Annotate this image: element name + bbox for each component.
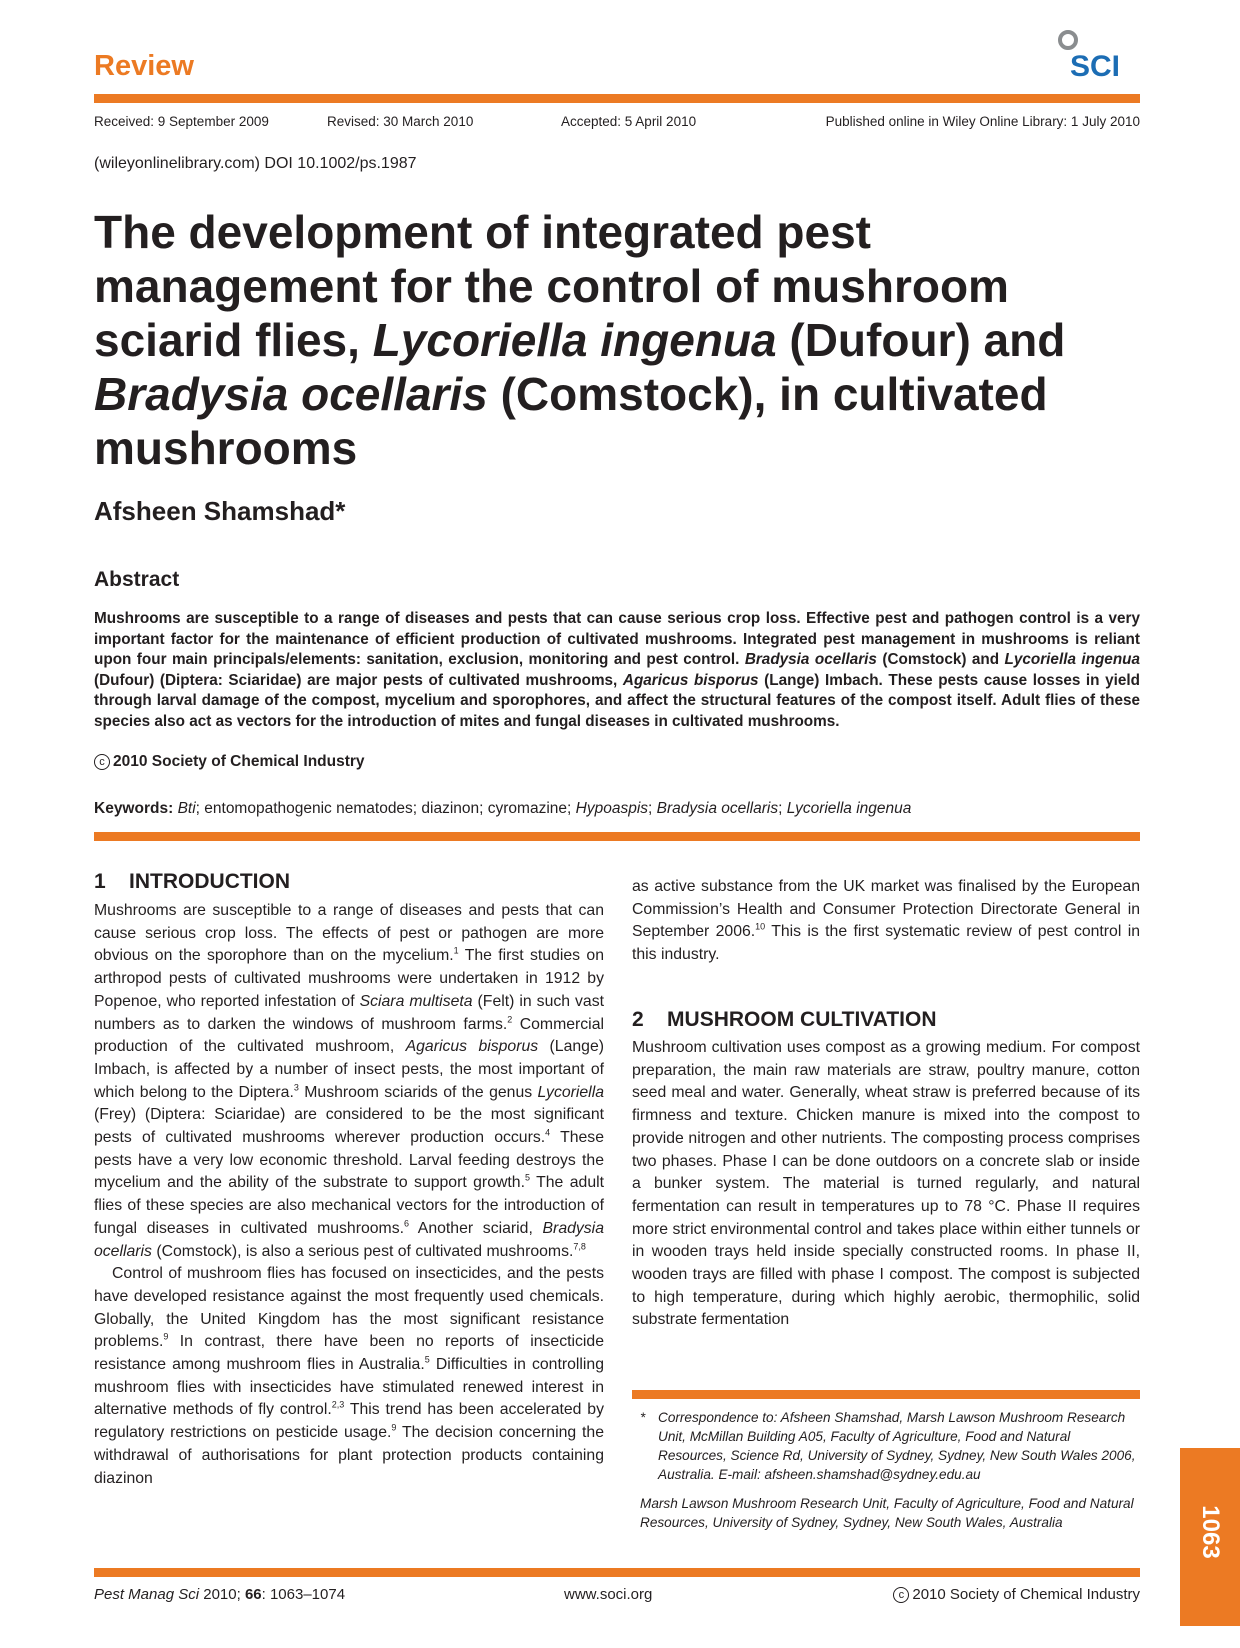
copyright-icon: c (893, 1587, 909, 1603)
keyword: Lycoriella ingenua (786, 800, 912, 817)
journal-name: Pest Manag Sci (94, 1586, 200, 1603)
abstract-run: (Lange) Imbach. These pests cause losses in yield through larval damage of the compost, mycelium and sporophores, and affect the structural features of the compost itself. Adult flies of these species also act as vectors for the introduction of mites and fungal diseases in cultivated mushrooms. (94, 671, 1140, 730)
abstract-species: Bradysia ocellaris (744, 651, 877, 669)
header-rule (94, 94, 1140, 103)
footnote-marker: * (640, 1410, 646, 1425)
intro-paragraph-1 (94, 900, 604, 1263)
citation[interactable]: 6 (404, 1218, 410, 1229)
species-name: Lycoriella (537, 1083, 604, 1101)
citation[interactable]: 7,8 (573, 1241, 586, 1252)
keywords-label: Keywords: (94, 800, 174, 817)
doi-link[interactable]: (wileyonlinelibrary.com) DOI 10.1002/ps.1987 (94, 155, 417, 172)
revised-date: Revised: 30 March 2010 (327, 114, 474, 129)
keyword-sep: ; (648, 800, 657, 817)
website-link[interactable]: www.soci.org (564, 1586, 653, 1603)
citation[interactable]: 1 (453, 946, 459, 957)
citation[interactable]: 4 (545, 1127, 551, 1138)
abstract-species: Lycoriella ingenua (1004, 651, 1141, 669)
title-text: The development of integrated pest management for the control of mushroom sciarid flies, (94, 206, 1009, 366)
left-column (94, 900, 604, 1490)
published-date: Published online in Wiley Online Library: 1 July 2010 (825, 114, 1140, 129)
text-run: The decision concerning the withdrawal of authorisations for plant protection products containing diazinon (94, 1424, 604, 1487)
journal-citation (94, 1586, 345, 1603)
accepted-date: Accepted: 5 April 2010 (561, 114, 697, 129)
page-number: 1063 (1197, 1505, 1224, 1559)
text-run: This is the first systematic review of pest control in this industry. (632, 923, 1140, 964)
text-run: The adult flies of these species are also mechanical vectors for the introduction of fungal diseases in cultivated mushrooms. (94, 1174, 605, 1237)
keyword: Hypoaspis (575, 800, 649, 817)
journal-pages: : 1063–1074 (261, 1586, 346, 1603)
text-run: These pests have a very low economic threshold. Larval feeding destroys the mycelium and the ability of the substrate to support growth. (94, 1129, 604, 1192)
footnote-rule (632, 1390, 1140, 1399)
text-run: (Frey) (Diptera: Sciaridae) are considered to be the most significant pests of cultivated mushrooms wherever production occurs. (94, 1106, 604, 1147)
sci-logo-text: SCI (1070, 50, 1121, 83)
text-run: (Felt) in such vast numbers as to darken the windows of mushroom farms. (94, 992, 604, 1033)
page-number-tab (1180, 1448, 1240, 1626)
citation[interactable]: 9 (163, 1332, 169, 1343)
species-name: Bradysia ocellaris (94, 1219, 604, 1260)
keyword: ; entomopathogenic nematodes; diazinon; cyromazine; (195, 800, 576, 817)
text-run: Control of mushroom flies has focused on insecticides, and the pests have developed resistance against the most frequently used chemicals. Globally, the United Kingdom has the most significant resistance problems. (94, 1265, 604, 1351)
sci-logo (1056, 30, 1136, 82)
sci-ring-icon (1058, 30, 1078, 50)
journal-volume: 66 (244, 1586, 262, 1603)
citation[interactable]: 2 (507, 1014, 513, 1025)
citation[interactable]: 9 (391, 1422, 397, 1433)
section-label: Review (94, 50, 194, 82)
section-number: 2 (632, 1008, 644, 1031)
right-column-top (632, 876, 1140, 967)
text-run: Mushroom sciarids of the genus (298, 1083, 538, 1101)
text-run: Difficulties in controlling mushroom flies with insecticides have stimulated renewed interest in alternative methods of fly control. (94, 1356, 604, 1419)
text-run: Mushrooms are susceptible to a range of diseases and pests that can cause serious crop loss. The effects of pest or pathogen are more obvious on the sporophore than on the mycelium. (94, 902, 604, 965)
text-run: Another sciarid, (409, 1219, 543, 1237)
copyright-icon: c (94, 754, 110, 770)
abstract-rule (94, 832, 1140, 841)
section-2-heading (632, 1008, 937, 1032)
citation[interactable]: 10 (755, 922, 766, 933)
abstract-copyright (94, 753, 365, 771)
footnote (640, 1408, 1140, 1532)
section-number: 1 (94, 870, 106, 893)
copyright-text: 2010 Society of Chemical Industry (113, 753, 365, 770)
abstract-run: Mushrooms are susceptible to a range of diseases and pests that can cause serious crop loss. Effective pest and pathogen control is a very important factor for the maintenance of efficient production of cultivated mushrooms. Integrated pest management in mushrooms is reliant upon four main principals/elements: sanitation, exclusion, monitoring and pest control. (94, 610, 1140, 669)
citation[interactable]: 2,3 (331, 1400, 345, 1411)
section-title: MUSHROOM CULTIVATION (667, 1008, 937, 1031)
text-run: This trend has been accelerated by regulatory restrictions on pesticide usage. (94, 1401, 604, 1442)
text-run: Commercial production of the cultivated mushroom, (94, 1015, 604, 1056)
journal-year: 2010; (199, 1586, 245, 1603)
article-title (94, 205, 1154, 475)
title-species: Bradysia ocellaris (94, 368, 488, 420)
footer-rule (94, 1568, 1140, 1577)
abstract-run: (Comstock) and (876, 651, 1005, 669)
text-run: (Lange) Imbach, is affected by a number of insect pests, the most important of which belong to the Diptera. (94, 1038, 604, 1101)
abstract-heading: Abstract (94, 568, 180, 591)
intro-paragraph-2 (94, 1263, 604, 1490)
text-run: as active substance from the UK market was finalised by the European Commission’s Health and Consumer Protection Directorate General in September 2006. (632, 878, 1140, 941)
title-species: Lycoriella ingenua (372, 314, 777, 366)
keyword: Bti (177, 800, 196, 817)
abstract-text (94, 609, 1140, 733)
footer-copyright (893, 1586, 1140, 1603)
keyword-sep: ; (778, 800, 787, 817)
affiliation: Marsh Lawson Mushroom Research Unit, Faculty of Agriculture, Food and Natural Resources, University of Sydney, Sydney, New South Wales, Australia (640, 1496, 1134, 1530)
cultivation-paragraph: Mushroom cultivation uses compost as a growing medium. For compost preparation, the main raw materials are straw, poultry manure, cotton seed meal and water. Generally, wheat straw is preferred because of its firmness and texture. Chicken manure is mixed into the compost to provide nitrogen and other nutrients. The composting process comprises two phases. Phase I can be done outdoors on a concrete slab or inside a bunker system. The material is turned regularly, and natural fermentation can result in temperatures up to 78 °C. Phase II requires more strict environmental control and takes place within either tunnels or in wooden trays held inside specially constructed rooms. In phase II, wooden trays are filled with phase I compost. The compost is subjected to high temperature, during which highly aerobic, thermophilic, solid substrate fermentation (632, 1039, 1140, 1329)
species-name: Sciara multiseta (359, 992, 473, 1010)
citation[interactable]: 5 (424, 1354, 430, 1365)
text-run: (Comstock), is also a serious pest of cultivated mushrooms. (151, 1242, 574, 1260)
citation[interactable]: 5 (524, 1173, 530, 1184)
text-run: In contrast, there have been no reports of insecticide resistance among mushroom flies in Australia. (94, 1333, 604, 1374)
abstract-run: (Dufour) (Diptera: Sciaridae) are major pests of cultivated mushrooms, (94, 671, 623, 689)
text-run: The first studies on arthropod pests of cultivated mushrooms were undertaken in 1912 by Popenoe, who reported infestation of (94, 947, 604, 1010)
section-1-heading (94, 870, 290, 894)
received-date: Received: 9 September 2009 (94, 114, 269, 129)
title-text: (Dufour) and (776, 314, 1066, 366)
right-column-section-2 (632, 1037, 1140, 1332)
abstract-species: Agaricus bisporus (622, 671, 759, 689)
citation[interactable]: 3 (293, 1082, 299, 1093)
keywords (94, 800, 911, 818)
title-text: (Comstock), in cultivated mushrooms (94, 368, 1048, 474)
author-name[interactable]: Afsheen Shamshad* (94, 496, 346, 526)
correspondence[interactable]: Correspondence to: Afsheen Shamshad, Marsh Lawson Mushroom Research Unit, McMillan Building A05, Faculty of Agriculture, Food and Natural Resources, Science Rd, University of Sydney, Sydney, New South Wales 2006, Australia. E-mail: afsheen.shamshad@sydney.edu.au (658, 1410, 1136, 1482)
section-title: INTRODUCTION (129, 870, 291, 893)
keyword: Bradysia ocellaris (656, 800, 779, 817)
species-name: Agaricus bisporus (405, 1038, 539, 1056)
copyright-text: 2010 Society of Chemical Industry (912, 1586, 1140, 1603)
intro-continuation (632, 876, 1140, 967)
